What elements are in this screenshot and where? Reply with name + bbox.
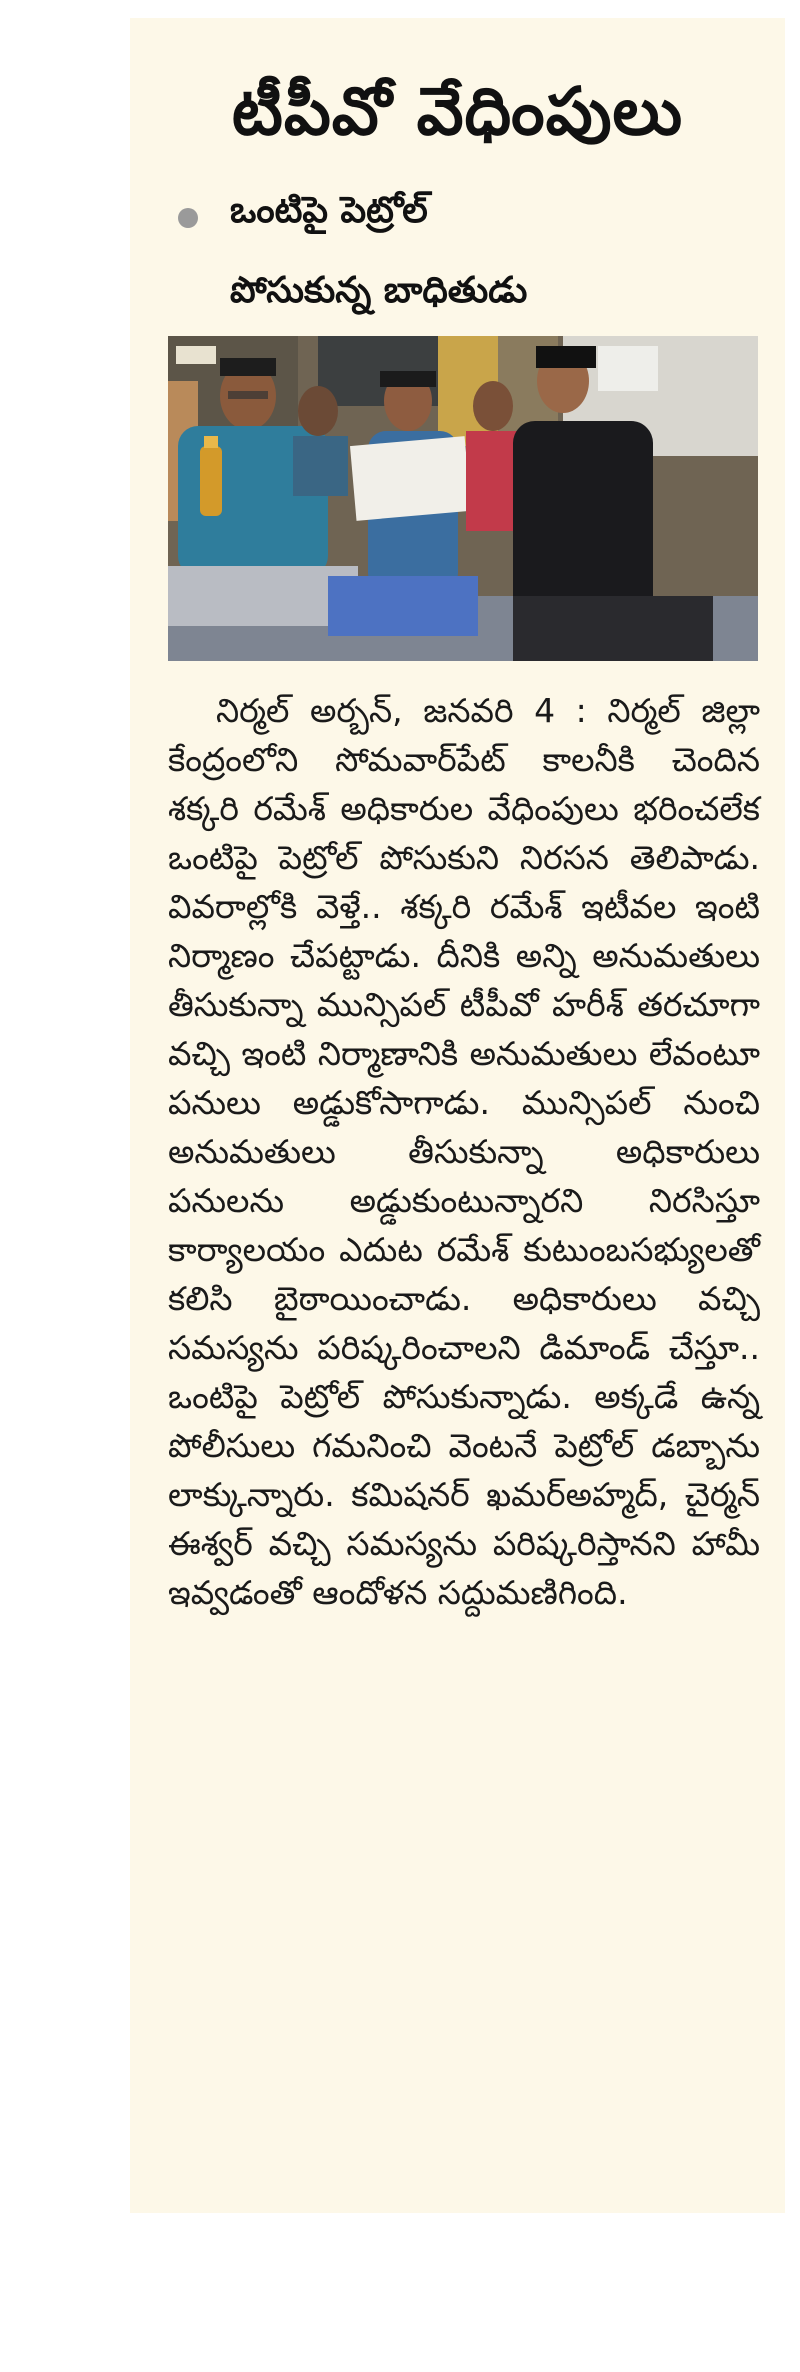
article-paragraph: నిర్మల్ అర్బన్, జనవరి 4 : నిర్మల్ జిల్లా కేంద్రంలోని సోమవార్‌పేట్ కాలనీకి చెందిన శక్కరి రమేశ్ అధికారుల వేధింపులు భరించలేక ఒంటిపై పెట్రోల్ పోసుకుని నిరసన తెలిపాడు. వివరాల్లోకి వెళ్తే.. శక్కరి రమేశ్ ఇటీవల ఇంటి నిర్మాణం చేపట్టాడు. దీనికి అన్ని అనుమతులు తీసుకున్నా మున్సిపల్ టీపీవో హరీశ్ తరచూగా వచ్చి ఇంటి నిర్మాణానికి అనుమతులు లేవంటూ పనులు అడ్డుకోసాగాడు. మున్సిపల్ నుంచి అనుమతులు తీసుకున్నా అధికారులు పనులను అడ్డుకుంటున్నారని నిరసిస్తూ కార్యాలయం ఎదుట రమేశ్ కుటుంబసభ్యులతో కలిసి బైఠాయించాడు. అధికారులు వచ్చి సమస్యను పరిష్కరించాలని డిమాండ్ చేస్తూ.. ఒంటిపై పెట్రోల్ పోసుకున్నాడు. అక్కడే ఉన్న పోలీసులు గమనించి వెంటనే పెట్రోల్ డబ్బాను లాక్కున్నారు. కమిషనర్ ఖమర్‌అహ్మద్, చైర్మన్ ఈశ్వర్ వచ్చి సమస్యను పరిష్కరిస్తానని హామీ ఇవ్వడంతో ఆందోళన సద్దుమణిగింది. xyxy=(168,691,760,1612)
bullet-icon xyxy=(178,208,198,228)
article-body xyxy=(168,686,760,1617)
subheadline-line-2: పోసుకున్న బాధితుడు xyxy=(230,270,528,311)
subheadline-line-1: ఒంటిపై పెట్రోల్ xyxy=(230,190,428,231)
news-photo xyxy=(168,336,758,661)
headline: టీపీవో వేధింపులు xyxy=(231,73,684,150)
news-clipping xyxy=(130,18,785,2213)
